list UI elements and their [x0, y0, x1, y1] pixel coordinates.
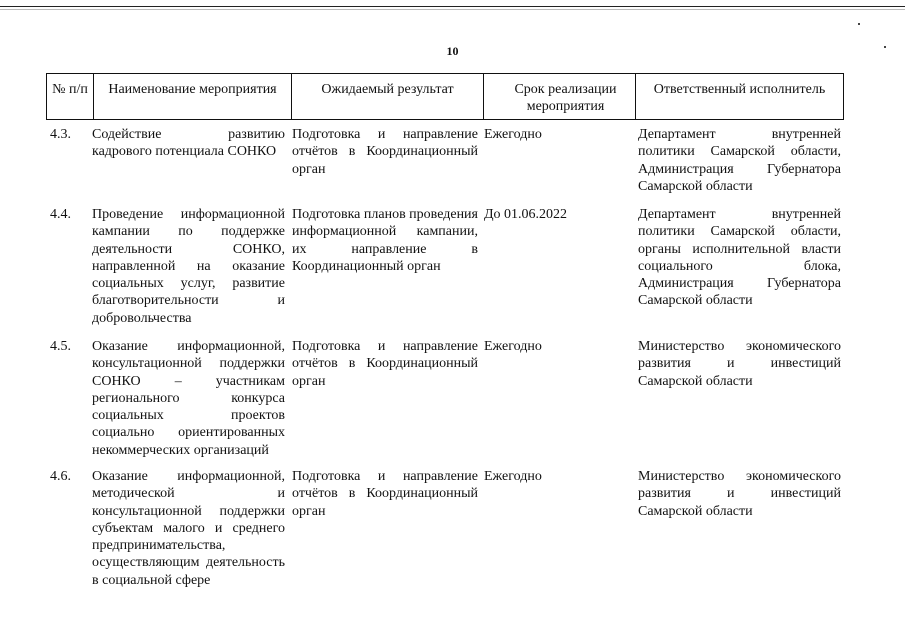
row-term: Ежегодно [484, 339, 542, 354]
row-result: Подготовка и направление отчётов в Координационный орган [292, 339, 478, 389]
row-result: Подготовка и направление отчётов в Координационный орган [292, 469, 478, 519]
header-name: Наименование мероприятия [93, 74, 291, 119]
row-result: Подготовка и направление отчётов в Координационный орган [292, 127, 478, 177]
row-responsible: Министерство экономического развития и инвестиций Самарской области [638, 339, 841, 389]
row-term: До 01.06.2022 [484, 207, 568, 222]
row-name: Оказание информационной, методической и консультационной поддержки субъектам малого и среднего предпринимательства, осуществляющим деятельность в социальной сфере [92, 469, 285, 588]
top-border-shadow [0, 9, 905, 10]
row-name: Проведение информационной кампании по поддержке деятельности СОНКО, направленной на оказание социальных услуг, развитие благотворительности и добровольчества [92, 207, 285, 326]
row-result: Подготовка планов проведения информационной кампании, их направление в Координационный орган [292, 207, 478, 274]
row-number: 4.4. [50, 207, 71, 222]
row-number: 4.6. [50, 469, 71, 484]
scan-speck [858, 23, 860, 25]
row-number: 4.3. [50, 127, 71, 142]
row-number: 4.5. [50, 339, 71, 354]
row-term: Ежегодно [484, 127, 542, 142]
row-term: Ежегодно [484, 469, 542, 484]
row-responsible: Министерство экономического развития и инвестиций Самарской области [638, 469, 841, 519]
header-responsible: Ответственный исполнитель [635, 74, 843, 119]
top-border-line [0, 6, 905, 7]
header-num: № п/п [52, 82, 88, 97]
row-responsible: Департамент внутренней политики Самарской области, органы исполнительной власти социального блока, Администрация Губернатора Самарской области [638, 207, 841, 309]
table-header [46, 73, 844, 120]
header-result: Ожидаемый результат [291, 74, 483, 119]
row-name: Содействие развитию кадрового потенциала СОНКО [92, 127, 285, 160]
row-name: Оказание информационной, консультационной поддержки СОНКО – участникам регионального конкурса социальных проектов социально ориентированных некоммерческих организаций [92, 339, 285, 458]
header-term: Срок реализации мероприятия [483, 74, 635, 119]
page-number: 10 [446, 44, 459, 58]
row-responsible: Департамент внутренней политики Самарской области, Администрация Губернатора Самарской области [638, 127, 841, 194]
